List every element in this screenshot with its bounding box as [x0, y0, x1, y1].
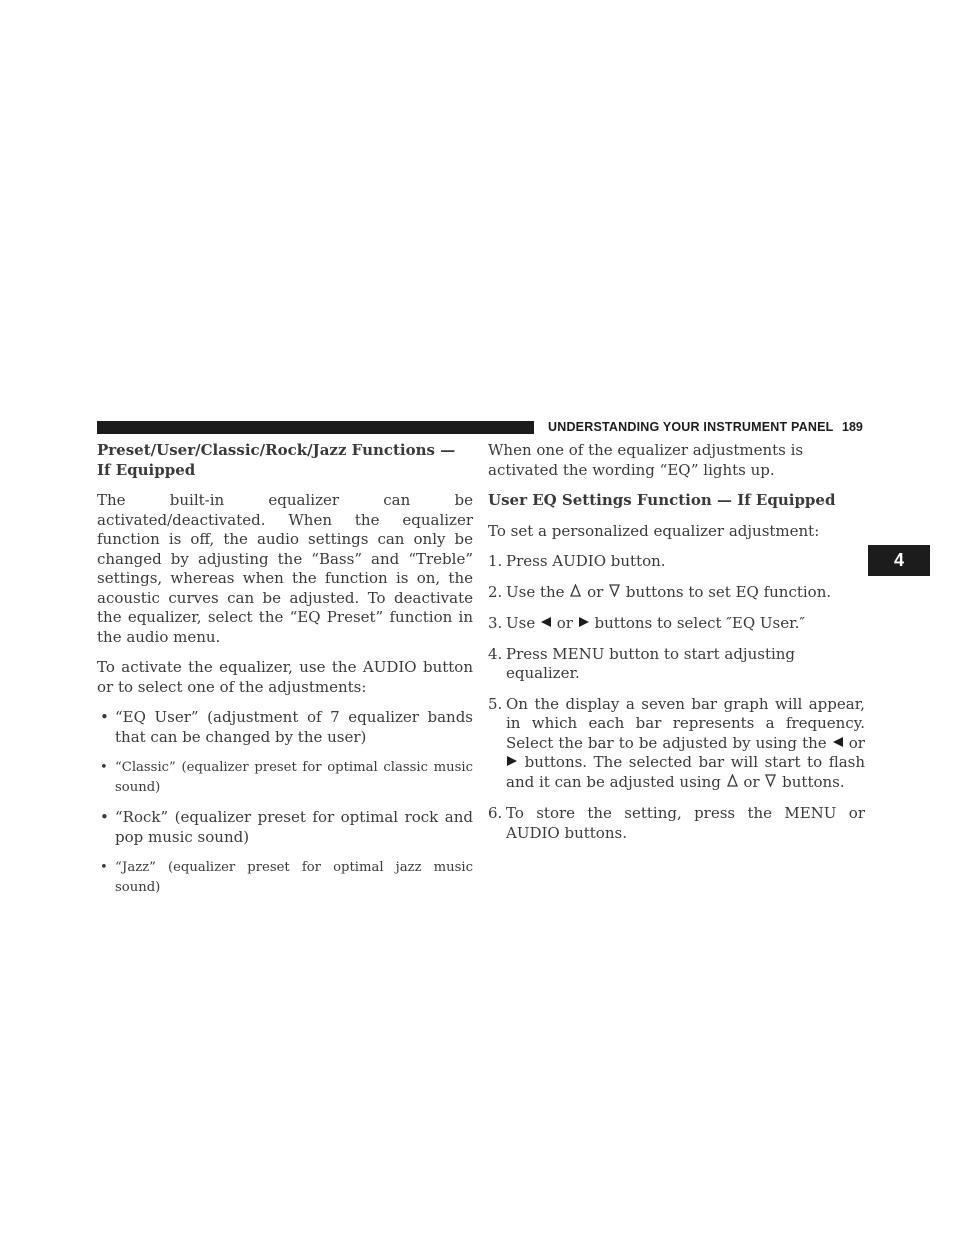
step-item — [488, 645, 865, 684]
step-number: 5. — [488, 694, 503, 713]
step-text: or — [556, 614, 573, 632]
list-item — [97, 808, 473, 847]
section-heading-user-eq: User EQ Settings Function — If Equipped — [488, 491, 836, 509]
step-item — [488, 552, 865, 572]
step-number: 1. — [488, 552, 503, 570]
list-item — [97, 858, 473, 897]
left-arrow-icon — [540, 614, 552, 634]
step-item — [488, 695, 865, 794]
header-rule — [97, 421, 534, 434]
step-text: or — [743, 772, 760, 791]
list-item — [97, 758, 473, 797]
list-item — [97, 708, 473, 747]
step-number: 4. — [488, 644, 503, 663]
section-heading-eq-functions: Preset/User/Classic/Rock/Jazz Functions — If Equipped — [97, 441, 456, 479]
step-text: buttons. The selected bar will start to flash and it can be adjusted using — [506, 753, 865, 791]
list-item-text: “Jazz” (equalizer preset for optimal jazz music sound) — [115, 860, 473, 895]
right-arrow-icon — [506, 753, 518, 773]
bullet-icon: • — [100, 860, 108, 875]
bullet-icon: • — [100, 808, 109, 826]
step-number: 6. — [488, 804, 503, 822]
up-triangle-icon — [726, 774, 739, 794]
step-text: Press MENU button to start adjusting equalizer. — [506, 644, 796, 682]
right-column — [488, 441, 865, 854]
section-title: UNDERSTANDING YOUR INSTRUMENT PANEL — [548, 420, 834, 434]
step-text: buttons to select ″EQ User.″ — [594, 614, 806, 632]
page-number: 189 — [842, 420, 863, 434]
step-text: buttons. — [782, 772, 845, 791]
step-text: Press AUDIO button. — [506, 552, 666, 570]
step-item — [488, 583, 865, 604]
list-item-text: “Classic” (equalizer preset for optimal classic music sound) — [115, 760, 473, 795]
up-triangle-icon — [569, 584, 582, 604]
step-number: 2. — [488, 582, 503, 601]
down-triangle-icon — [764, 774, 777, 794]
chapter-tab: 4 — [868, 545, 930, 576]
down-triangle-icon — [608, 584, 621, 604]
step-item — [488, 614, 865, 634]
step-text: buttons to set EQ function. — [625, 582, 832, 601]
paragraph-activate-equalizer: To activate the equalizer, use the AUDIO button or to select one of the adjustments: — [97, 658, 473, 696]
step-number: 3. — [488, 614, 503, 632]
step-text: or — [587, 582, 604, 601]
left-column — [97, 441, 473, 908]
paragraph-eq-indicator: When one of the equalizer adjustments is activated the wording “EQ” lights up. — [488, 441, 804, 479]
list-item-text: “EQ User” (adjustment of 7 equalizer bands that can be changed by the user) — [115, 708, 473, 746]
step-text: Use — [506, 614, 536, 632]
step-text: Use the — [506, 582, 565, 601]
bullet-icon: • — [100, 708, 109, 726]
list-item-text: “Rock” (equalizer preset for optimal rock and pop music sound) — [115, 808, 473, 846]
right-arrow-icon — [578, 614, 590, 634]
step-text: On the display a seven bar graph will appear, in which each bar represents a frequency. Select the bar to be adjusted by using the — [506, 694, 865, 752]
left-arrow-icon — [832, 734, 844, 754]
step-text: To store the setting, press the MENU or AUDIO buttons. — [506, 804, 865, 842]
bullet-icon: • — [100, 760, 108, 775]
step-text: or — [848, 733, 865, 752]
paragraph-equalizer-intro: The built-in equalizer can be activated/deactivated. When the equalizer function is off, the audio settings can only be changed by adjusting the “Bass” and “Treble” settings, whereas when the function is on, the acoustic curves can be adjusted. To deactivate the equalizer, select the “EQ Preset” function in the audio menu. — [97, 491, 473, 646]
step-item — [488, 804, 865, 843]
paragraph-user-eq-intro: To set a personalized equalizer adjustment: — [488, 521, 820, 540]
